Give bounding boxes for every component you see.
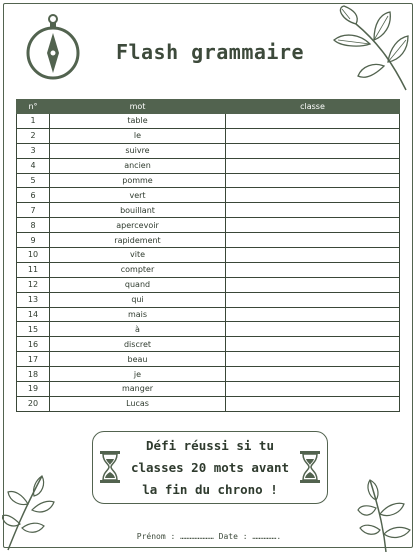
row-class-cell[interactable] bbox=[226, 173, 400, 188]
table-row bbox=[17, 143, 400, 158]
row-word: bouillant bbox=[50, 203, 226, 218]
row-word: discret bbox=[50, 337, 226, 352]
table-row bbox=[17, 233, 400, 248]
row-word: ancien bbox=[50, 158, 226, 173]
row-number: 2 bbox=[17, 128, 50, 143]
row-class-cell[interactable] bbox=[226, 143, 400, 158]
row-word: manger bbox=[50, 382, 226, 397]
row-class-cell[interactable] bbox=[226, 307, 400, 322]
header-word: mot bbox=[50, 100, 226, 114]
challenge-box bbox=[92, 431, 328, 504]
table-row bbox=[17, 307, 400, 322]
table-row bbox=[17, 262, 400, 277]
header-number: n° bbox=[17, 100, 50, 114]
row-word: à bbox=[50, 322, 226, 337]
row-class-cell[interactable] bbox=[226, 367, 400, 382]
row-number: 9 bbox=[17, 233, 50, 248]
table-row bbox=[17, 367, 400, 382]
row-number: 6 bbox=[17, 188, 50, 203]
row-number: 18 bbox=[17, 367, 50, 382]
row-number: 15 bbox=[17, 322, 50, 337]
row-word: pomme bbox=[50, 173, 226, 188]
row-word: mais bbox=[50, 307, 226, 322]
table-row bbox=[17, 292, 400, 307]
row-number: 20 bbox=[17, 396, 50, 411]
row-word: qui bbox=[50, 292, 226, 307]
table-row bbox=[17, 352, 400, 367]
row-word: rapidement bbox=[50, 233, 226, 248]
row-word: le bbox=[50, 128, 226, 143]
row-word: compter bbox=[50, 262, 226, 277]
words-table bbox=[16, 99, 400, 412]
row-number: 12 bbox=[17, 277, 50, 292]
row-number: 7 bbox=[17, 203, 50, 218]
row-class-cell[interactable] bbox=[226, 218, 400, 233]
table-row bbox=[17, 218, 400, 233]
row-word: quand bbox=[50, 277, 226, 292]
row-number: 17 bbox=[17, 352, 50, 367]
challenge-line-3: la fin du chrono ! bbox=[142, 482, 278, 497]
row-class-cell[interactable] bbox=[226, 158, 400, 173]
row-class-cell[interactable] bbox=[226, 262, 400, 277]
table-row bbox=[17, 396, 400, 411]
table-header-row bbox=[17, 100, 400, 114]
row-class-cell[interactable] bbox=[226, 277, 400, 292]
row-class-cell[interactable] bbox=[226, 292, 400, 307]
row-class-cell[interactable] bbox=[226, 352, 400, 367]
table-row bbox=[17, 248, 400, 263]
row-number: 11 bbox=[17, 262, 50, 277]
header-class: classe bbox=[226, 100, 400, 114]
row-word: vite bbox=[50, 248, 226, 263]
row-word: vert bbox=[50, 188, 226, 203]
row-number: 3 bbox=[17, 143, 50, 158]
row-number: 1 bbox=[17, 114, 50, 129]
row-number: 14 bbox=[17, 307, 50, 322]
leaf-branch-icon bbox=[328, 4, 412, 92]
row-number: 8 bbox=[17, 218, 50, 233]
table-row bbox=[17, 277, 400, 292]
table-row bbox=[17, 203, 400, 218]
row-number: 5 bbox=[17, 173, 50, 188]
table-row bbox=[17, 337, 400, 352]
challenge-line-2: classes 20 mots avant bbox=[130, 460, 290, 475]
name-date-line: Prénom : ………………… Date : ……………. bbox=[136, 532, 282, 541]
row-word: je bbox=[50, 367, 226, 382]
row-class-cell[interactable] bbox=[226, 396, 400, 411]
table-row bbox=[17, 188, 400, 203]
table-row bbox=[17, 128, 400, 143]
row-word: table bbox=[50, 114, 226, 129]
row-class-cell[interactable] bbox=[226, 188, 400, 203]
table-row bbox=[17, 114, 400, 129]
row-number: 16 bbox=[17, 337, 50, 352]
table-row bbox=[17, 158, 400, 173]
compass-icon bbox=[20, 10, 86, 80]
row-class-cell[interactable] bbox=[226, 337, 400, 352]
row-class-cell[interactable] bbox=[226, 248, 400, 263]
row-class-cell[interactable] bbox=[226, 382, 400, 397]
row-word: Lucas bbox=[50, 396, 226, 411]
row-word: apercevoir bbox=[50, 218, 226, 233]
row-class-cell[interactable] bbox=[226, 233, 400, 248]
table-row bbox=[17, 382, 400, 397]
row-word: suivre bbox=[50, 143, 226, 158]
row-class-cell[interactable] bbox=[226, 128, 400, 143]
row-number: 4 bbox=[17, 158, 50, 173]
challenge-line-1: Défi réussi si tu bbox=[146, 438, 274, 453]
table-row bbox=[17, 322, 400, 337]
row-number: 13 bbox=[17, 292, 50, 307]
row-class-cell[interactable] bbox=[226, 203, 400, 218]
row-word: beau bbox=[50, 352, 226, 367]
row-class-cell[interactable] bbox=[226, 322, 400, 337]
row-number: 19 bbox=[17, 382, 50, 397]
row-number: 10 bbox=[17, 248, 50, 263]
table-row bbox=[17, 173, 400, 188]
row-class-cell[interactable] bbox=[226, 114, 400, 129]
page-title: Flash grammaire bbox=[115, 40, 305, 64]
